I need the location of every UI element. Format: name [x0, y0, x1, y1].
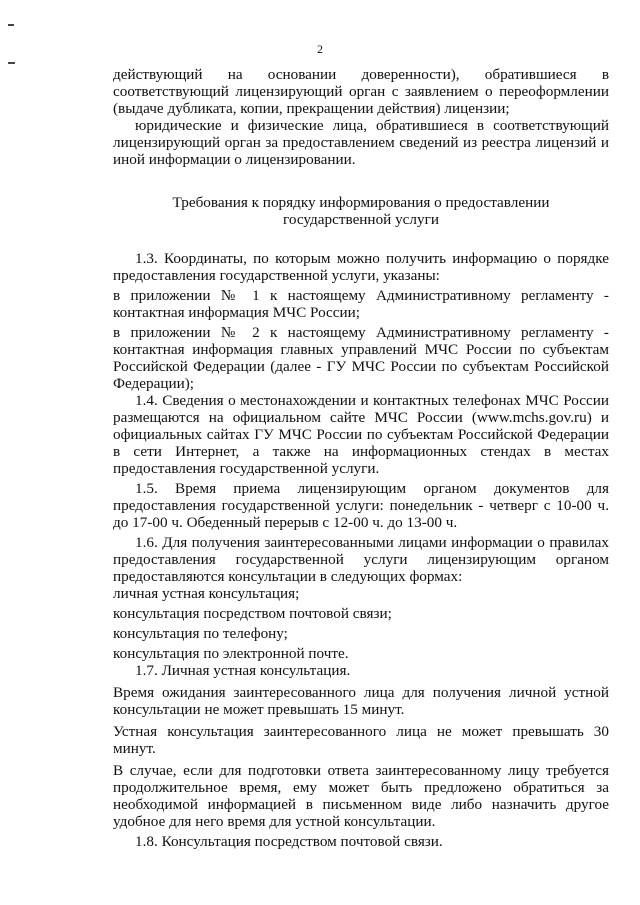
scan-mark — [8, 24, 14, 26]
paragraph: Время ожидания заинтересованного лица для получения личной устной консультации не может превышать 15 минут. — [113, 684, 609, 718]
section-heading-line: Требования к порядку информирования о предоставлении — [172, 194, 550, 211]
paragraph: 1.6. Для получения заинтересованными лицами информации о правилах предоставления государственной услуги лицензирующим органом предоставляются консультации в следующих формах: — [113, 534, 609, 585]
paragraph: 1.5. Время приема лицензирующим органом документов для предоставления государственной услуги: понедельник - четверг с 10-00 ч. до 17-00 ч. Обеденный перерыв с 12-00 ч. до 13-00 ч. — [113, 480, 609, 531]
list-item: личная устная консультация; — [113, 585, 300, 602]
list-item: консультация по электронной почте. — [113, 645, 349, 662]
paragraph: в приложении № 2 к настоящему Административному регламенту - контактная информация главных управлений МЧС России по субъектам Российской Федерации (далее - ГУ МЧС России по субъектам Российской Федерации); — [113, 324, 609, 392]
paragraph: Устная консультация заинтересованного лица не может превышать 30 минут. — [113, 723, 609, 757]
paragraph: в приложении № 1 к настоящему Административному регламенту - контактная информация МЧС России; — [113, 287, 609, 321]
list-item: консультация по телефону; — [113, 625, 288, 642]
paragraph: 1.4. Сведения о местонахождении и контактных телефонах МЧС России размещаются на официальном сайте МЧС России (www.mchs.gov.ru) и официальных сайтах ГУ МЧС России по субъектам Российской Федерации в сети Интернет, а также на информационных стендах в местах предоставления государственной услуги. — [113, 392, 609, 477]
document-body — [113, 66, 609, 850]
paragraph: 1.3. Координаты, по которым можно получить информацию о порядке предоставления государственной услуги, указаны: — [113, 250, 609, 284]
paragraph: 1.8. Консультация посредством почтовой связи. — [135, 833, 443, 850]
list-item: консультация посредством почтовой связи; — [113, 605, 392, 622]
page-number: 2 — [317, 42, 323, 56]
intro-paragraph: действующий на основании доверенности), обратившиеся в соответствующий лицензирующий орган с заявлением о переоформлении (выдаче дубликата, копии, прекращении действия) лицензии; — [113, 66, 609, 117]
intro-paragraph: юридические и физические лица, обратившиеся в соответствующий лицензирующий орган за предоставлением сведений из реестра лицензий и иной информации о лицензировании. — [113, 117, 609, 168]
paragraph: В случае, если для подготовки ответа заинтересованному лицу требуется продолжительное время, ему может быть предложено обратиться за необходимой информацией в письменном виде либо назначить другое удобное для него время для устной консультации. — [113, 762, 609, 830]
section-heading-line: государственной услуги — [283, 211, 439, 228]
paragraph: 1.7. Личная устная консультация. — [135, 662, 351, 679]
scan-mark — [8, 62, 15, 64]
